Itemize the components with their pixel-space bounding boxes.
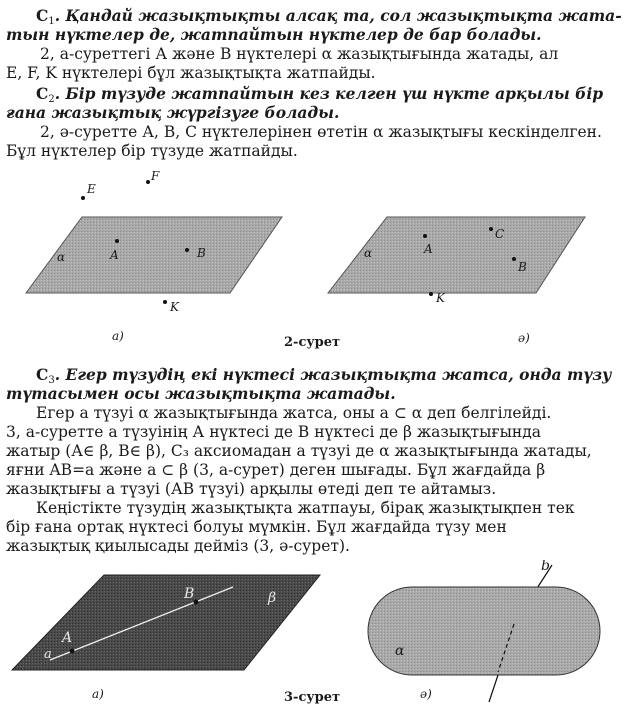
point-F — [146, 180, 150, 184]
c2-body-line2: Бұл нүктелер бір түзуде жатпайды. — [6, 142, 298, 160]
axiom-c3-mark: С — [36, 365, 49, 384]
label-A-right: A — [424, 242, 433, 256]
para2-line1: Кеңістікте түзудің жазықтықта жатпауы, бірақ жазықтықпен тек — [36, 499, 575, 517]
point-E — [81, 196, 85, 200]
axiom-c2-sub: 2 — [48, 94, 55, 105]
point-K-right — [429, 292, 433, 296]
fig3-sub-ae: ә) — [420, 687, 432, 701]
label-F: F — [151, 169, 160, 183]
label-A-fig3: A — [62, 630, 73, 646]
line-b-lower — [489, 675, 498, 702]
label-K-right: K — [436, 291, 445, 305]
label-a-line: a — [44, 647, 52, 662]
fig3-caption: 3-сурет — [284, 690, 341, 705]
para1-line2: 3, а-суретте а түзуінің А нүктесі де В нүктесі де β жазықтығында — [6, 423, 542, 441]
para1-line1: Егер а түзуі α жазықтығында жатса, оны a ⊂ α деп белгілейді. — [36, 404, 552, 422]
para1-line4: яғни AB=а және a ⊂ β (3, а-сурет) деген шығады. Бұл жағдайда β — [6, 461, 546, 479]
label-E: E — [87, 182, 96, 196]
label-A-left: A — [110, 248, 119, 262]
axiom-c2-line2: ғана жазықтық жүргізуге болады. — [6, 103, 340, 122]
label-beta: β — [268, 590, 277, 606]
c2-body-line1: 2, ә-суретте А, В, С нүктелерінен өтетін α жазықтығы кескінделген. — [40, 123, 602, 141]
axiom-c1-line2: тын нүктелер де, жатпайтын нүктелер де бар болады. — [6, 25, 542, 44]
fig2-sub-ae: ә) — [518, 331, 530, 345]
axiom-c1-mark: С — [36, 6, 49, 25]
point-A-right — [423, 234, 427, 238]
label-alpha-right: α — [364, 246, 373, 260]
axiom-c1-text1: . Қандай жазықтықты алсақ та, сол жазықтықта жата- — [54, 6, 622, 25]
point-B-left — [185, 248, 189, 252]
label-alpha-fig3: α — [395, 643, 405, 659]
label-b: b — [541, 560, 550, 574]
label-B-left: B — [197, 246, 206, 260]
axiom-c3-text1: . Егер түзудің екі нүктесі жазықтықта жатса, онда түзу — [54, 365, 612, 384]
c1-body-line1: 2, а-суреттегі А және В нүктелері α жазықтығында жатады, ал — [40, 45, 559, 63]
axiom-c2-mark: С — [36, 84, 49, 103]
point-A-fig3 — [70, 649, 75, 654]
para1-line3: жатыр (А∈ β, В∈ β), С₃ аксиомадан а түзуі де α жазықтығында жатады, — [6, 442, 592, 460]
axiom-c3-line2: түтасымен осы жазықтықта жатады. — [6, 384, 396, 403]
point-K-left — [163, 300, 167, 304]
para2-line3: жазықтық қиылысады дейміз (3, ә-сурет). — [6, 537, 350, 555]
point-B-fig3 — [194, 600, 199, 605]
c1-body-line2: E, F, K нүктелері бұл жазықтықта жатпайды. — [6, 64, 376, 82]
label-C: C — [495, 227, 505, 241]
para2-line2: бір ғана ортақ нүктесі болуы мүмкін. Бұл жағдайда түзу мен — [6, 518, 507, 536]
axiom-c2-text1: . Бір түзуде жатпайтын кез келген үш нүкте арқылы бір — [54, 84, 604, 103]
para1-line5: жазықтығы а түзуі (АВ түзуі) арқылы өтеді деп те айтамыз. — [6, 480, 497, 498]
axiom-c1-sub: 1 — [48, 16, 55, 27]
point-C — [489, 227, 493, 231]
fig3-sub-a: а) — [92, 687, 104, 701]
figure-2 — [0, 165, 634, 355]
figure-3 — [0, 560, 634, 710]
label-B-fig3: B — [184, 586, 195, 602]
fig2-sub-a: а) — [112, 329, 124, 343]
label-alpha-left: α — [57, 250, 66, 264]
plane-alpha-ellipse — [368, 587, 600, 675]
label-B-right: B — [518, 260, 527, 274]
label-K-left: K — [170, 300, 179, 314]
point-A-left — [115, 239, 119, 243]
fig2-caption: 2-сурет — [284, 335, 341, 350]
point-B-right — [512, 257, 516, 261]
axiom-c3-sub: 3 — [48, 375, 55, 386]
